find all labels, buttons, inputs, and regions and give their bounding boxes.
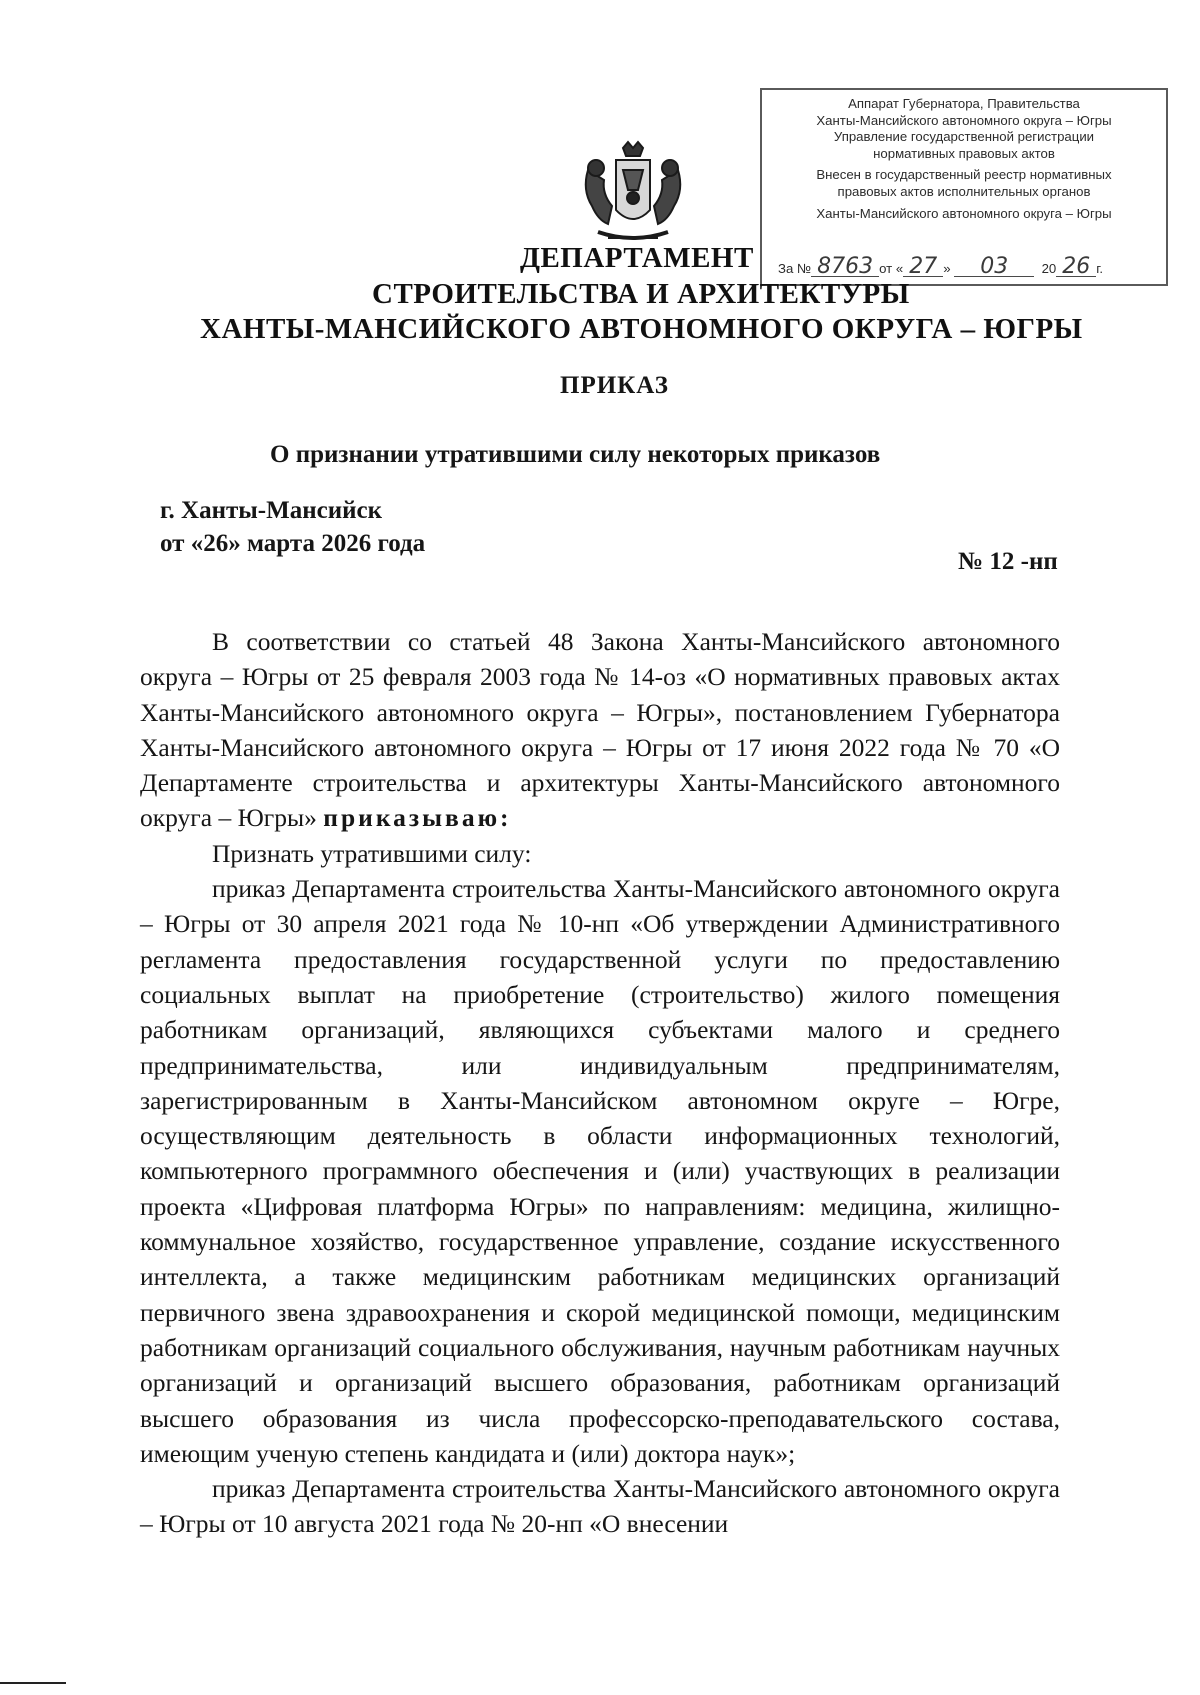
document-type: ПРИКАЗ bbox=[560, 372, 669, 399]
stamp-line: Ханты-Мансийского автономного округа – Югры bbox=[816, 112, 1112, 128]
document-city: г. Ханты-Мансийск bbox=[160, 497, 383, 524]
stamp-reg-quote: » bbox=[943, 261, 951, 276]
stamp-line: Ханты-Мансийского автономного округа – Югры bbox=[816, 205, 1112, 221]
paragraph-order-1: приказ Департамента строительства Ханты-Мансийского автономного округа – Югры от 30 апреля 2021 года № 10-нп «Об утверждении Административного регламента предоставления государственной услуги по предоставлению социальных выплат на приобретение (строительство) жилого помещения работникам организаций, являющихся субъектами малого и среднего предпринимательства, или индивидуальным предпринимателям, зарегистрированным в Ханты-Мансийском автономном округе – Югре, осуществляющим деятельность в области информационных технологий, компьютерного программного обеспечения и (или) участвующих в реализации проекта «Цифровая платформа Югры» по направлениям: медицина, жилищно-коммунальное хозяйство, государственное управление, создание искусственного интеллекта, а также медицинским работникам медицинских организаций первичного звена здравоохранения и скорой медицинской помощи, медицинским работникам организаций социального обслуживания, научным работникам научных организаций и организаций высшего образования, работникам организаций высшего образования из числа профессорско-преподавательского состава, имеющим ученую степень кандидата и (или) доктора наук»; bbox=[140, 874, 1060, 1468]
stamp-reg-month: 03 bbox=[954, 258, 1034, 277]
document-subject: О признании утратившими силу некоторых приказов bbox=[270, 441, 881, 468]
stamp-reg-year-prefix: 20 bbox=[1041, 261, 1057, 276]
stamp-reg-number: 8763 bbox=[811, 258, 879, 277]
stamp-reg-day: 27 bbox=[903, 258, 943, 277]
stamp-line: Управление государственной регистрации bbox=[833, 129, 1095, 145]
stamp-block-registry bbox=[766, 167, 1162, 200]
stamp-reg-year: 26 bbox=[1056, 258, 1096, 277]
stamp-block-office bbox=[766, 96, 1162, 162]
document-date: от «26» марта 2026 года bbox=[160, 530, 426, 557]
document-number: № 12 -нп bbox=[958, 548, 1058, 575]
stamp-line: правовых актов исполнительных органов bbox=[837, 183, 1091, 199]
footer-rule bbox=[0, 1682, 66, 1684]
stamp-line: Внесен в государственный реестр нормативных bbox=[816, 167, 1112, 183]
paragraph-basis bbox=[140, 624, 1060, 836]
stamp-reg-suffix: г. bbox=[1096, 261, 1104, 276]
order-word: приказываю: bbox=[323, 803, 512, 833]
stamp-block-region bbox=[766, 206, 1162, 223]
paragraph-basis-text: В соответствии со статьей 48 Закона Ханты-Мансийского автономного округа – Югры от 25 февраля 2003 года № 14-оз «О нормативных правовых актах Ханты-Мансийского автономного округа – Югры», постановлением Губернатора Ханты-Мансийского автономного округа – Югры от 17 июня 2022 года № 70 «О Департаменте строительства и архитектуры Ханты-Мансийского автономного округа – Югры» bbox=[140, 627, 1060, 833]
registration-stamp bbox=[760, 88, 1168, 286]
paragraph-intro: Признать утратившими силу: bbox=[212, 838, 532, 868]
stamp-line: нормативных правовых актов bbox=[873, 145, 1055, 161]
stamp-line: Аппарат Губернатора, Правительства bbox=[848, 96, 1080, 111]
coat-of-arms-icon bbox=[578, 140, 688, 252]
header-line-region: ХАНТЫ-МАНСИЙСКОГО АВТОНОМНОГО ОКРУГА – ЮГРЫ bbox=[200, 313, 1083, 345]
header-line-department: ДЕПАРТАМЕНТ bbox=[520, 242, 754, 274]
stamp-reg-from: от « bbox=[879, 261, 904, 276]
stamp-registration-line bbox=[778, 254, 1160, 279]
document-body bbox=[140, 624, 1060, 1542]
header-line-construction: СТРОИТЕЛЬСТВА И АРХИТЕКТУРЫ bbox=[372, 278, 910, 310]
stamp-reg-prefix: За № bbox=[778, 261, 812, 276]
paragraph-order-2: приказ Департамента строительства Ханты-Мансийского автономного округа – Югры от 10 августа 2021 года № 20-нп «О внесении bbox=[140, 1474, 1060, 1539]
